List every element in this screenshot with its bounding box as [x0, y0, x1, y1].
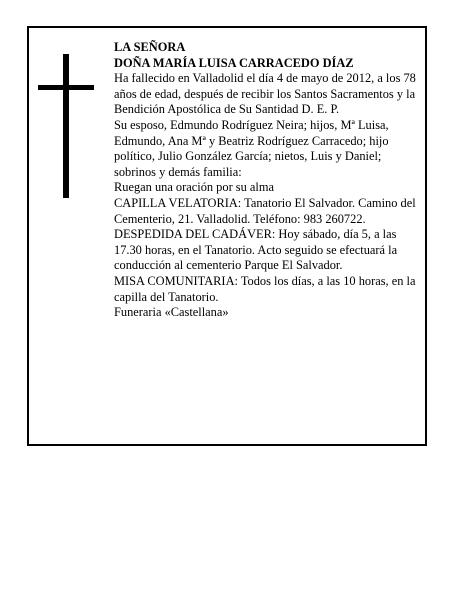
farewell-info: DESPEDIDA DEL CADÁVER: Hoy sábado, día 5, a las 17.30 horas, en el Tanatorio. Acto seguido se efectuará la conducción al cementerio Parque El Salvador. [114, 227, 398, 273]
cross-vertical-bar [63, 54, 69, 198]
death-notice: Ha fallecido en Valladolid el día 4 de mayo de 2012, a los 78 años de edad, después de recibir los Santos Sacramentos y la Bendición Apostólica de Su Santidad D. E. P. [114, 71, 416, 117]
funeral-home: Funeraria «Castellana» [114, 305, 229, 320]
chapel-info: CAPILLA VELATORIA: Tanatorio El Salvador. Camino del Cementerio, 21. Valladolid. Teléfono: 983 260722. [114, 195, 416, 226]
obituary-text [114, 40, 426, 321]
prayer-request: Ruegan una oración por su alma [114, 180, 274, 195]
deceased-name: DOÑA MARÍA LUISA CARRACEDO DÍAZ [114, 55, 354, 70]
honorific: LA SEÑORA [114, 40, 186, 54]
cross-icon [38, 54, 94, 198]
cross-horizontal-bar [38, 85, 94, 90]
mass-info: MISA COMUNITARIA: Todos los días, a las 10 horas, en la capilla del Tanatorio. [114, 273, 416, 304]
family-list: Su esposo, Edmundo Rodríguez Neira; hijos, Mª Luisa, Edmundo, Ana Mª y Beatriz Rodríguez Carracedo; hijo político, Julio González García; nietos, Luis y Daniel; sobrinos y demás familia: [114, 117, 389, 179]
